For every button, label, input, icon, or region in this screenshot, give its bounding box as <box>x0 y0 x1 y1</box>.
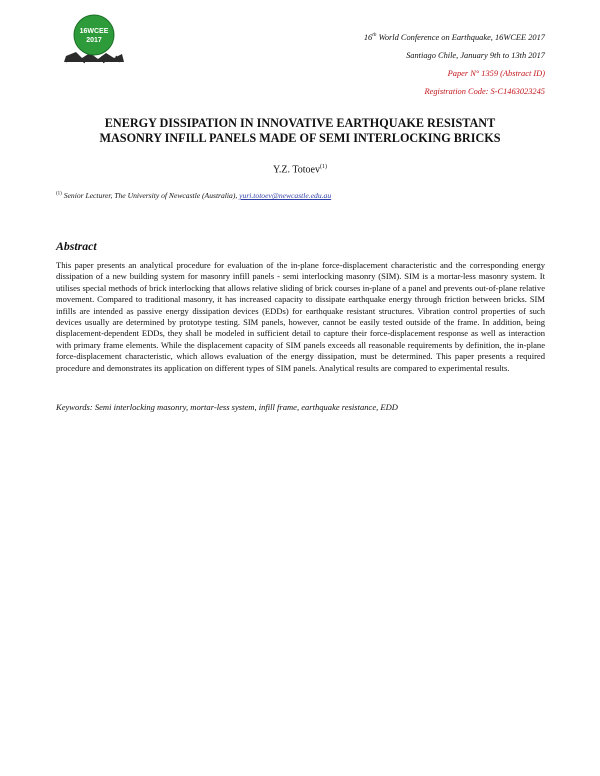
title-line-2: MASONRY INFILL PANELS MADE OF SEMI INTERLOCKING BRICKS <box>99 131 501 145</box>
registration-code: Registration Code: S-C1463023245 <box>424 86 545 96</box>
affiliation <box>56 191 331 200</box>
conference-header <box>364 26 545 101</box>
svg-text:16WCEE: 16WCEE <box>79 28 109 35</box>
keywords: Keywords: Semi interlocking masonry, mortar-less system, infill frame, earthquake resistance, EDD <box>56 402 398 412</box>
affiliation-sup: (1) <box>56 191 62 197</box>
paper-title <box>40 116 560 146</box>
author <box>0 164 600 175</box>
author-name: Y.Z. Totoev <box>273 164 320 176</box>
abstract-heading: Abstract <box>56 239 97 253</box>
abstract-body: This paper presents an analytical procedure for evaluation of the in-plane force-displacement characteristic and the corresponding energy dissipation of a new building system for masonry infill panels - semi interlocking masonry (SIM). SIM is a mortar-less masonry system. It utilises special methods of brick interlocking that allows relative sliding of brick courses in-plane of a panel and prevents out-of-plane relative movement. Compared to traditional masonry, it has increased capacity to dissipate earthquake energy through friction between bricks. SIM infills are intended as passive energy dissipation devices (EDDs) for earthquake resistant structures. Vibration control properties of such devices usually are determined by prototype testing. SIM panels, however, cannot be easily tested outside of the frame. In addition, being displacement-dependent EDDs, they shall be modeled in sufficient detail to capture their force-displacement response as well as interaction with primary frame elements. While the displacement capacity of SIM panels exceeds all reasonable requirements by definition, the in-plane force-displacement characteristic, which allows evaluation of the energy dissipation, must be determined. This paper presents a required procedure and demonstrates its application on different types of SIM panels. Analytical results are compared to experimental results. <box>56 260 545 373</box>
title-line-1: ENERGY DISSIPATION IN INNOVATIVE EARTHQUAKE RESISTANT <box>104 116 496 130</box>
affiliation-text: Senior Lecturer, The University of Newcastle (Australia), <box>61 191 240 200</box>
author-sup: (1) <box>320 164 327 170</box>
conference-name: 16th World Conference on Earthquake, 16WCEE 2017 <box>363 32 545 42</box>
conference-location: Santiago Chile, January 9th to 13th 2017 <box>406 50 545 60</box>
svg-text:2017: 2017 <box>86 37 102 44</box>
author-email-link[interactable]: yuri.totoev@newcastle.edu.au <box>239 191 332 200</box>
paper-number: Paper N° 1359 (Abstract ID) <box>447 68 545 78</box>
conference-logo <box>62 12 126 64</box>
